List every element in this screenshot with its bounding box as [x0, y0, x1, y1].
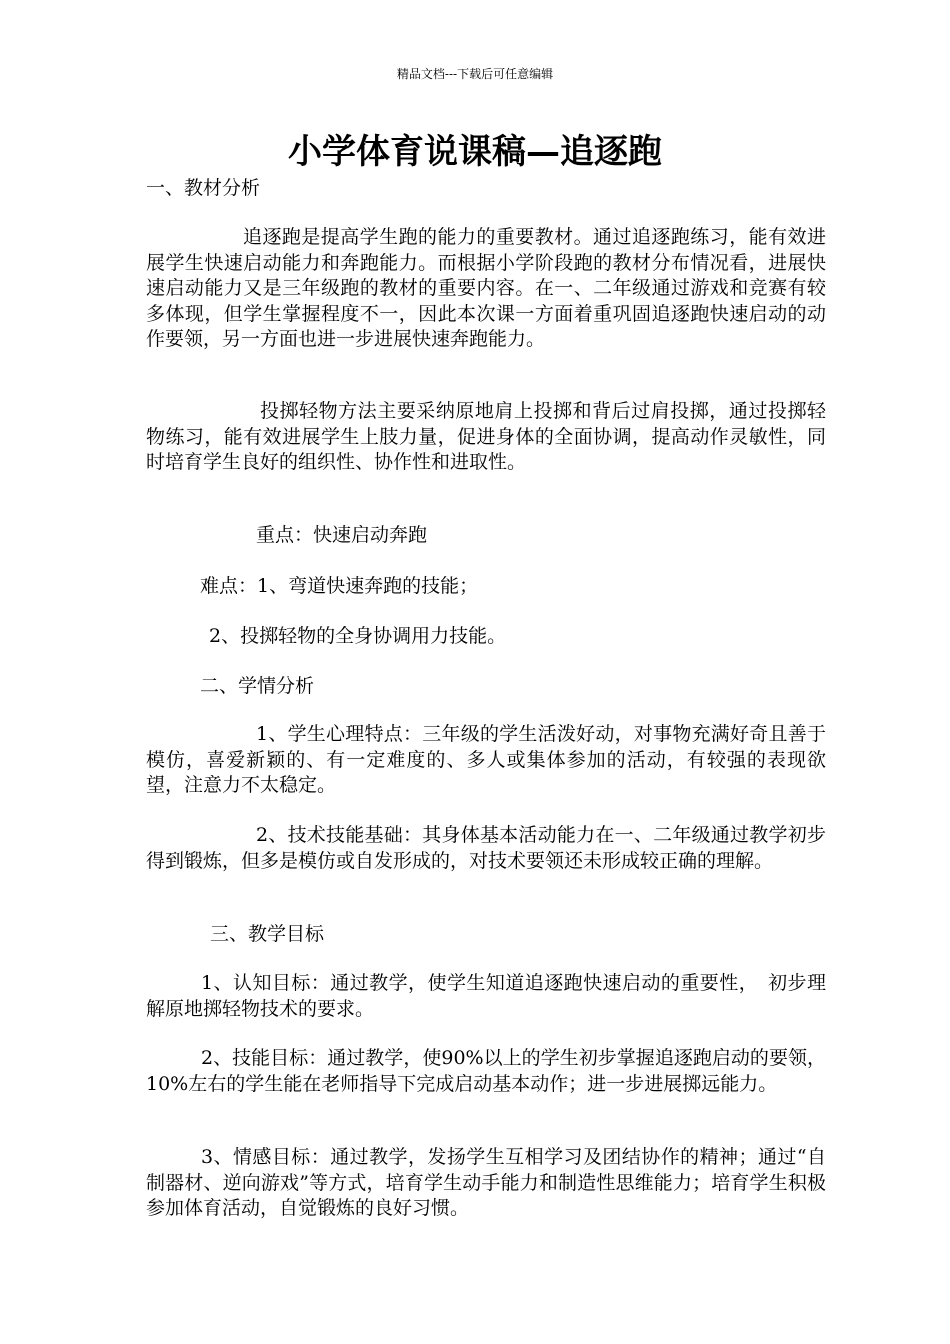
section-heading-material-analysis: 一、教材分析	[146, 177, 261, 199]
section-heading-teaching-goals: 三、教学目标	[210, 923, 325, 945]
section-heading-learner-analysis: 二、学情分析	[200, 675, 315, 697]
paragraph-goal-skill: 2、技能目标：通过教学，使90%以上的学生初步掌握追逐跑启动的要领，10%左右的学生能在老师指导下完成启动基本动作；进一步进展掷远能力。	[146, 1047, 826, 1095]
document-title: 小学体育说课稿—追逐跑	[288, 132, 662, 172]
paragraph-material-chase-run: 追逐跑是提高学生跑的能力的重要教材。通过追逐跑练习，能有效进展学生快速启动能力和奔跑能力。而根据小学阶段跑的教材分布情况看，进展快速启动能力又是三年级跑的教材的重要内容。在一、二年级通过游戏和竞赛有较多体现，但学生掌握程度不一，因此本次课一方面着重巩固追逐跑快速启动的动作要领，另一方面也进一步进展快速奔跑能力。	[146, 226, 826, 350]
difficulty-point-2: 2、投掷轻物的全身协调用力技能。	[209, 625, 507, 647]
paragraph-material-throwing: 投掷轻物方法主要采纳原地肩上投掷和背后过肩投掷，通过投掷轻物练习，能有效进展学生上肢力量，促进身体的全面协调，提高动作灵敏性，同时培育学生良好的组织性、协作性和进取性。	[146, 400, 826, 473]
paragraph-learner-psychology: 1、学生心理特点：三年级的学生活泼好动，对事物充满好奇且善于模仿，喜爱新颖的、有一定难度的、多人或集体参加的活动，有较强的表现欲望，注意力不太稳定。	[146, 723, 826, 796]
key-point: 重点：快速启动奔跑	[256, 524, 428, 546]
paragraph-goal-cognitive: 1、认知目标：通过教学，使学生知道追逐跑快速启动的重要性， 初步理解原地掷轻物技术的要求。	[146, 972, 826, 1020]
paragraph-learner-skills: 2、技术技能基础：其身体基本活动能力在一、二年级通过教学初步得到锻炼，但多是模仿或自发形成的，对技术要领还未形成较正确的理解。	[146, 824, 826, 872]
paragraph-goal-affective: 3、情感目标：通过教学，发扬学生互相学习及团结协作的精神；通过“自制器材、逆向游戏”等方式，培育学生动手能力和制造性思维能力；培育学生积极参加体育活动，自觉锻炼的良好习惯。	[146, 1146, 826, 1219]
page-header-note: 精品文档---下载后可任意编辑	[396, 67, 554, 81]
difficulty-point-1: 难点：1、弯道快速奔跑的技能；	[200, 575, 479, 597]
